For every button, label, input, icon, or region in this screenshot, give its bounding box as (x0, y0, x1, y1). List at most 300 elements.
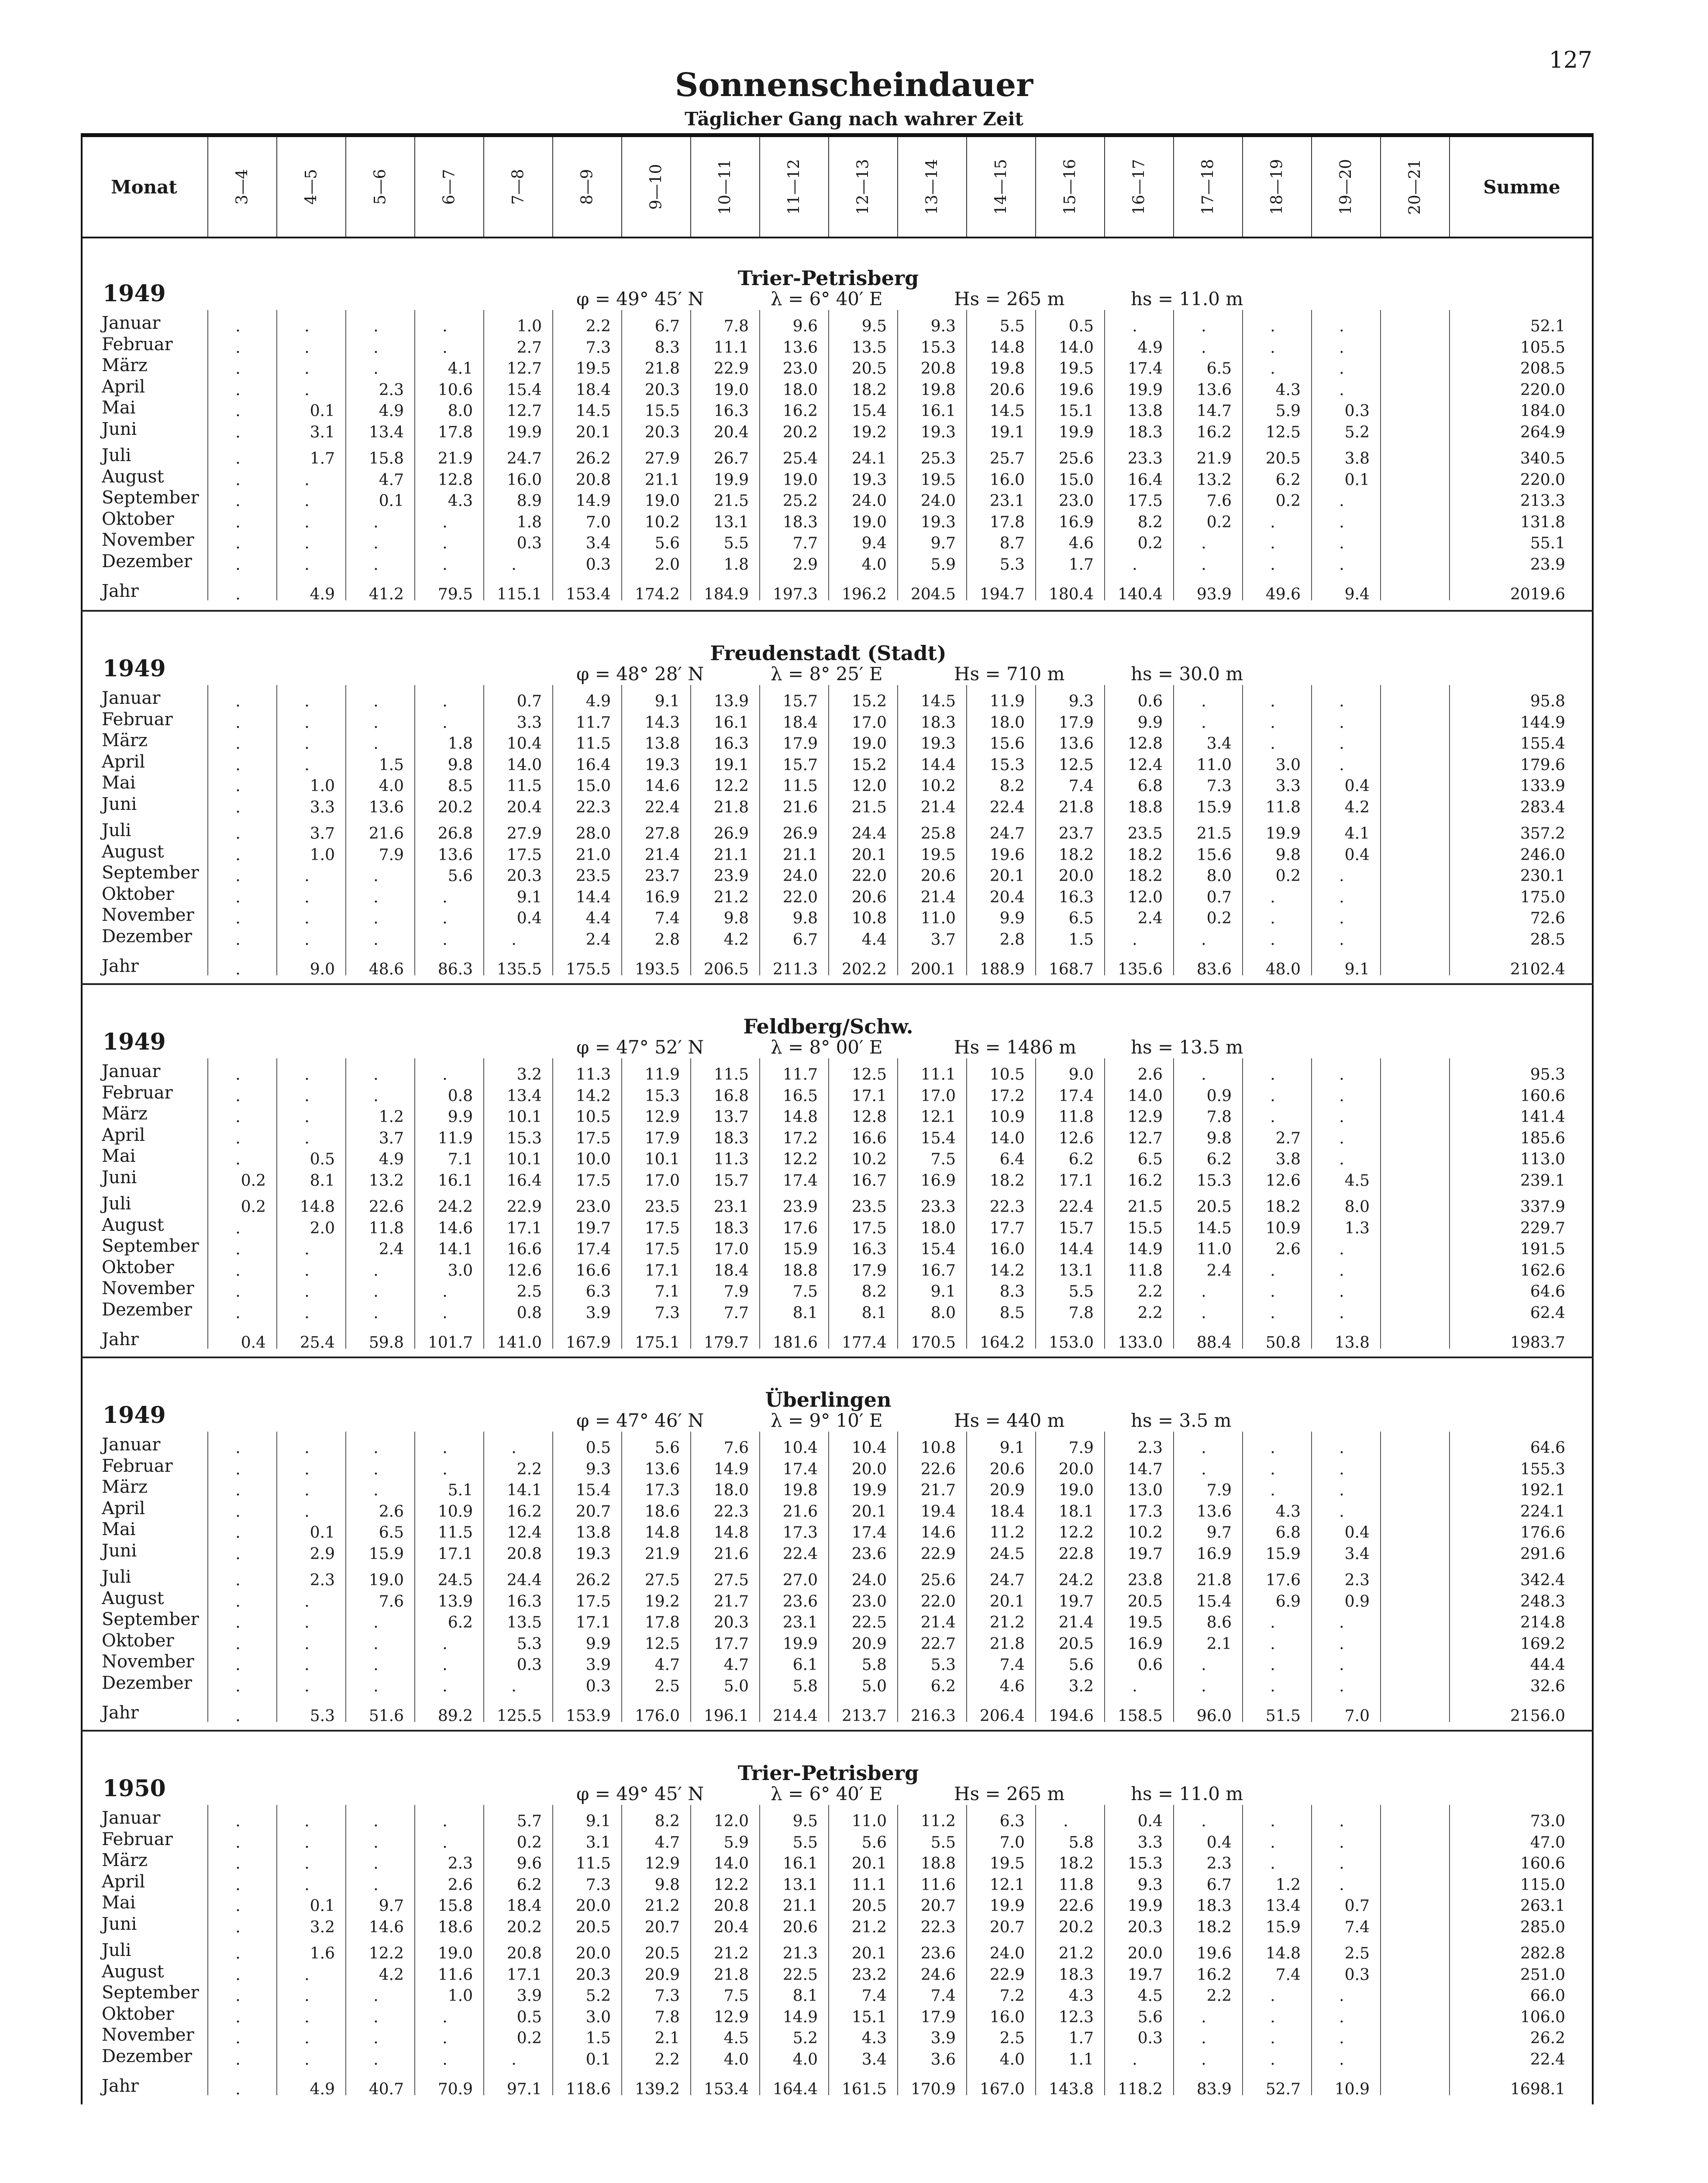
summe-cell: 160.6 (1520, 1855, 1565, 1873)
column-rule (414, 1432, 415, 1722)
block-year: 1949 (103, 280, 166, 307)
month-label: August (102, 1961, 164, 1982)
table-cell: 8.2 (861, 1283, 887, 1301)
table-cell: 16.3 (713, 402, 749, 420)
coord-latitude: φ = 49° 45′ N (576, 288, 704, 310)
table-cell: 14.7 (1196, 402, 1232, 420)
summe-cell: 263.1 (1520, 1897, 1565, 1915)
column-rule (345, 1805, 346, 2095)
table-cell: 9.8 (448, 756, 473, 774)
table-cell: 18.3 (920, 713, 956, 732)
table-cell: 20.5 (1058, 1635, 1094, 1653)
table-cell: 18.3 (782, 513, 818, 531)
table-cell: 11.9 (989, 692, 1025, 710)
table-cell: . (304, 1614, 310, 1632)
table-cell: 19.7 (1127, 1966, 1163, 1984)
table-cell: 7.9 (1068, 1439, 1094, 1457)
table-cell: . (1270, 1304, 1275, 1322)
table-cell: 18.4 (575, 381, 611, 399)
column-rule (1035, 685, 1036, 975)
table-cell: 7.4 (930, 1987, 956, 2005)
summe-cell: 95.3 (1530, 1066, 1565, 1084)
table-cell: 20.5 (851, 1897, 887, 1915)
table-cell: 17.1 (1058, 1171, 1094, 1190)
summe-cell: 28.5 (1530, 930, 1565, 949)
table-cell: 10.2 (1127, 1524, 1163, 1542)
table-cell: . (442, 1677, 448, 1695)
table-cell: 3.9 (930, 2029, 956, 2047)
table-cell: 10.8 (920, 1439, 956, 1457)
table-cell: 10.2 (920, 777, 956, 795)
table-cell: 16.9 (1127, 1635, 1163, 1653)
table-cell: 22.3 (575, 798, 611, 816)
table-cell: . (304, 360, 310, 378)
column-rule (1449, 1432, 1450, 1722)
table-cell: 12.4 (506, 1524, 542, 1542)
summe-cell: 26.2 (1530, 2029, 1565, 2047)
table-cell: 23.8 (1127, 1571, 1163, 1589)
table-cell: 9.7 (1206, 1524, 1232, 1542)
table-cell: 21.2 (989, 1614, 1025, 1632)
table-cell: 22.6 (920, 1460, 956, 1478)
table-cell: 24.5 (437, 1571, 473, 1589)
table-cell: 15.4 (851, 402, 887, 420)
table-cell: 1.5 (585, 2029, 611, 2047)
summe-cell: 160.6 (1520, 1087, 1565, 1105)
table-cell: 4.1 (1344, 825, 1370, 843)
table-cell: 0.2 (1275, 867, 1301, 885)
table-cell: 8.1 (792, 1304, 818, 1322)
table-cell: 12.8 (437, 471, 473, 489)
summe-cell: 179.6 (1520, 756, 1565, 774)
column-rule (276, 1432, 277, 1722)
table-cell: . (373, 1677, 379, 1695)
table-cell: 17.1 (575, 1614, 611, 1632)
table-cell: . (1201, 2050, 1206, 2069)
table-cell: 2.2 (1206, 1987, 1232, 2005)
table-cell: 6.4 (999, 1150, 1025, 1168)
table-cell: 11.3 (575, 1066, 611, 1084)
table-cell: 51.5 (1265, 1707, 1301, 1725)
table-cell: . (235, 2080, 241, 2098)
table-cell: 22.5 (782, 1966, 818, 1984)
table-cell: 10.4 (851, 1439, 887, 1457)
table-cell: . (1270, 1460, 1275, 1478)
coord-sensor-height: hs = 11.0 m (1131, 1783, 1243, 1804)
table-cell: 14.1 (437, 1240, 473, 1258)
table-cell: 20.7 (920, 1897, 956, 1915)
table-cell: . (373, 909, 379, 927)
table-cell: 8.5 (448, 777, 473, 795)
table-cell: 15.2 (851, 756, 887, 774)
table-cell: 0.3 (585, 1677, 611, 1695)
table-cell: . (304, 1129, 310, 1147)
column-rule (552, 1805, 553, 2095)
table-cell: 196.2 (841, 585, 887, 603)
table-cell: 23.1 (782, 1614, 818, 1632)
table-cell: . (373, 867, 379, 885)
table-cell: . (1339, 1812, 1344, 1830)
table-cell: 12.2 (1058, 1524, 1094, 1542)
table-cell: 12.1 (920, 1108, 956, 1126)
month-label: Juli (102, 1940, 131, 1960)
table-cell: 3.9 (585, 1304, 611, 1322)
table-cell: 8.0 (1344, 1198, 1370, 1216)
table-cell: 23.0 (575, 1198, 611, 1216)
column-rule (828, 1432, 829, 1722)
table-cell: 12.5 (851, 1066, 887, 1084)
table-cell: . (235, 1439, 241, 1457)
table-cell: . (235, 1945, 241, 1963)
table-cell: 21.9 (1196, 450, 1232, 468)
table-cell: 4.7 (379, 471, 404, 489)
table-cell: 135.5 (496, 961, 542, 978)
table-cell: 17.3 (644, 1481, 680, 1499)
table-cell: 15.7 (782, 692, 818, 710)
table-cell: 24.0 (851, 492, 887, 510)
table-cell: 9.4 (861, 534, 887, 552)
table-cell: 16.2 (506, 1502, 542, 1521)
table-cell: 51.6 (368, 1707, 404, 1725)
column-rule (690, 685, 691, 975)
station-block (81, 1357, 1594, 1732)
table-cell: 12.6 (1058, 1129, 1094, 1147)
table-cell: . (1270, 1481, 1275, 1499)
table-cell: 6.8 (1137, 777, 1163, 795)
table-cell: . (373, 2008, 379, 2026)
table-cell: 3.2 (310, 1918, 335, 1936)
table-cell: 3.4 (585, 534, 611, 552)
table-cell: 20.5 (851, 360, 887, 378)
column-rule (621, 685, 622, 975)
table-cell: 24.6 (920, 1966, 956, 1984)
table-cell: 15.3 (1196, 1171, 1232, 1190)
page-title: Sonnenscheindauer (675, 66, 1033, 104)
summe-cell: 131.8 (1520, 513, 1565, 531)
table-cell: 0.3 (517, 534, 542, 552)
table-cell: 6.1 (792, 1656, 818, 1674)
column-rule (621, 310, 622, 600)
table-cell: . (304, 1240, 310, 1258)
summe-cell: 191.5 (1520, 1240, 1565, 1258)
table-cell: . (304, 1966, 310, 1984)
table-cell: . (235, 534, 241, 552)
month-label: Dezember (102, 1299, 192, 1320)
table-cell: . (373, 713, 379, 732)
table-cell: 5.0 (723, 1677, 749, 1695)
page-number: 127 (1549, 47, 1592, 73)
table-cell: 14.5 (920, 692, 956, 710)
table-cell: . (373, 692, 379, 710)
coord-station-height: Hs = 710 m (954, 663, 1065, 685)
header-summe: Summe (1449, 137, 1594, 237)
summe-cell: 144.9 (1520, 713, 1565, 732)
station-name: Freudenstadt (Stadt) (710, 641, 947, 665)
table-cell: 21.1 (782, 846, 818, 864)
table-cell: . (511, 555, 517, 574)
table-cell: . (1270, 1108, 1275, 1126)
table-cell: 16.3 (1058, 888, 1094, 906)
month-label: Mai (102, 773, 136, 793)
column-rule (966, 685, 967, 975)
table-cell: 16.4 (506, 1171, 542, 1190)
table-cell: . (1339, 735, 1344, 753)
table-cell: 23.3 (920, 1198, 956, 1216)
table-cell: 9.1 (999, 1439, 1025, 1457)
table-cell: . (304, 1066, 310, 1084)
table-cell: . (373, 1261, 379, 1280)
table-cell: . (373, 1635, 379, 1653)
month-label: Oktober (102, 509, 174, 529)
table-cell: . (1339, 1283, 1344, 1301)
table-cell: 2.5 (517, 1283, 542, 1301)
coord-sensor-height: hs = 3.5 m (1131, 1410, 1232, 1431)
table-cell: 19.9 (1058, 423, 1094, 441)
table-cell: 11.6 (437, 1966, 473, 1984)
table-cell: 164.4 (772, 2080, 818, 2098)
table-cell: 7.1 (654, 1283, 680, 1301)
table-cell: 25.3 (920, 450, 956, 468)
table-cell: 21.2 (851, 1918, 887, 1936)
table-cell: . (1339, 360, 1344, 378)
table-cell: 22.4 (644, 798, 680, 816)
table-cell: 7.5 (723, 1987, 749, 2005)
column-rule (759, 1805, 760, 2095)
table-cell: 213.7 (841, 1707, 887, 1725)
table-cell: 18.2 (1058, 1855, 1094, 1873)
table-cell: . (1339, 1876, 1344, 1894)
table-cell: 15.6 (1196, 846, 1232, 864)
table-cell: 179.7 (703, 1334, 749, 1352)
table-cell: . (1270, 1439, 1275, 1457)
table-cell: 3.4 (1344, 1545, 1370, 1563)
table-cell: 7.9 (723, 1283, 749, 1301)
table-cell: . (304, 1635, 310, 1653)
table-cell: 17.7 (989, 1219, 1025, 1237)
table-cell: 175.5 (565, 961, 611, 978)
table-cell: 9.7 (379, 1897, 404, 1915)
table-cell: . (235, 423, 241, 441)
table-cell: 59.8 (368, 1334, 404, 1352)
table-cell: 5.7 (517, 1812, 542, 1830)
table-cell: . (1270, 1087, 1275, 1105)
column-rule (276, 1058, 277, 1349)
table-cell: 17.0 (644, 1171, 680, 1190)
column-rule (966, 1432, 967, 1722)
sunshine-table (81, 133, 1594, 2104)
column-rule (483, 310, 484, 600)
table-cell: 1.0 (310, 777, 335, 795)
table-cell: 17.3 (782, 1524, 818, 1542)
table-cell: 21.9 (644, 1545, 680, 1563)
table-cell: 19.0 (437, 1945, 473, 1963)
table-cell: 5.5 (930, 1833, 956, 1852)
table-cell: 16.2 (1127, 1171, 1163, 1190)
table-cell: . (304, 471, 310, 489)
table-cell: 153.4 (565, 585, 611, 603)
table-cell: 0.1 (310, 1897, 335, 1915)
summe-cell: 248.3 (1520, 1592, 1565, 1611)
summe-cell: 1698.1 (1510, 2080, 1565, 2098)
table-cell: 83.9 (1196, 2080, 1232, 2098)
summe-cell: 251.0 (1520, 1966, 1565, 1984)
table-cell: 19.2 (851, 423, 887, 441)
table-cell: 12.8 (851, 1108, 887, 1126)
summe-cell: 214.8 (1520, 1614, 1565, 1632)
column-rule (1380, 1805, 1381, 2095)
table-cell: 16.8 (713, 1087, 749, 1105)
summe-cell: 133.9 (1520, 777, 1565, 795)
table-cell: 4.7 (723, 1656, 749, 1674)
month-label: Juni (102, 1540, 137, 1561)
month-label: Juni (102, 1914, 137, 1934)
table-cell: 10.9 (1334, 2080, 1370, 2098)
table-cell: 10.0 (575, 1150, 611, 1168)
table-cell: . (1201, 1460, 1206, 1478)
coord-station-height: Hs = 265 m (954, 288, 1065, 310)
table-cell: 18.0 (782, 381, 818, 399)
summe-cell: 73.0 (1530, 1812, 1565, 1830)
table-cell: 17.0 (713, 1240, 749, 1258)
table-cell: 15.1 (851, 2008, 887, 2026)
table-cell: 15.9 (782, 1240, 818, 1258)
table-cell: 9.8 (1275, 846, 1301, 864)
table-cell: . (1339, 1240, 1344, 1258)
table-cell: . (1270, 1833, 1275, 1852)
table-cell: 20.8 (713, 1897, 749, 1915)
table-cell: 15.8 (368, 450, 404, 468)
table-cell: 18.3 (1196, 1897, 1232, 1915)
table-cell: 22.4 (989, 798, 1025, 816)
table-cell: 4.3 (1275, 381, 1301, 399)
table-cell: 15.6 (989, 735, 1025, 753)
table-cell: 6.2 (1068, 1150, 1094, 1168)
coord-latitude: φ = 48° 28′ N (576, 663, 704, 685)
table-cell: 21.4 (920, 888, 956, 906)
table-cell: . (235, 492, 241, 510)
table-cell: 14.4 (920, 756, 956, 774)
table-cell: 20.0 (575, 1897, 611, 1915)
table-cell: 19.7 (575, 1219, 611, 1237)
table-cell: . (1270, 2029, 1275, 2047)
summe-cell: 220.0 (1520, 381, 1565, 399)
summe-cell: 22.4 (1530, 2050, 1565, 2069)
table-cell: 14.8 (989, 338, 1025, 357)
table-cell: . (304, 2050, 310, 2069)
table-cell: 20.3 (506, 867, 542, 885)
table-cell: 14.0 (506, 756, 542, 774)
table-cell: 25.4 (300, 1334, 335, 1352)
table-cell: . (304, 1833, 310, 1852)
table-cell: 15.3 (920, 338, 956, 357)
column-rule (1449, 1058, 1450, 1349)
column-rule (552, 1058, 553, 1349)
table-cell: 15.0 (1058, 471, 1094, 489)
table-cell: 16.9 (1058, 513, 1094, 531)
table-cell: 11.5 (782, 777, 818, 795)
table-cell: 0.3 (517, 1656, 542, 1674)
month-label: Februar (102, 1456, 173, 1476)
table-cell: 12.5 (644, 1635, 680, 1653)
table-cell: 118.2 (1117, 2080, 1163, 2098)
table-cell: 5.3 (999, 555, 1025, 574)
table-cell: . (235, 338, 241, 357)
table-cell: 9.7 (930, 534, 956, 552)
table-cell: 9.4 (1344, 585, 1370, 603)
header-hour (966, 137, 1035, 237)
table-cell: 14.8 (782, 1108, 818, 1126)
table-cell: 41.2 (368, 585, 404, 603)
table-cell: 23.2 (851, 1966, 887, 1984)
column-rule (621, 1432, 622, 1722)
table-cell: 180.4 (1048, 585, 1094, 603)
table-cell: 3.0 (585, 2008, 611, 2026)
table-cell: . (235, 798, 241, 816)
header-hour (414, 137, 483, 237)
table-cell: 7.6 (1206, 492, 1232, 510)
table-cell: 16.3 (713, 735, 749, 753)
table-cell: . (235, 713, 241, 732)
header-hour-label: 7—8 (509, 169, 527, 205)
table-cell: 17.9 (920, 2008, 956, 2026)
table-cell: 20.9 (644, 1966, 680, 1984)
table-cell: . (1339, 555, 1344, 574)
header-hour (1242, 137, 1311, 237)
table-cell: . (235, 777, 241, 795)
table-cell: . (373, 338, 379, 357)
table-cell: 18.3 (1127, 423, 1163, 441)
month-label: November (102, 905, 194, 925)
table-cell: 9.1 (585, 1812, 611, 1830)
column-rule (345, 685, 346, 975)
column-rule (690, 1432, 691, 1722)
table-cell: 17.7 (713, 1635, 749, 1653)
table-cell: 14.1 (506, 1481, 542, 1499)
table-cell: 0.8 (448, 1087, 473, 1105)
table-cell: 20.6 (851, 888, 887, 906)
table-cell: 20.8 (506, 1945, 542, 1963)
month-label: Jahr (102, 956, 139, 976)
table-cell: 176.0 (634, 1707, 680, 1725)
table-cell: 7.4 (1344, 1918, 1370, 1936)
table-cell: . (235, 1304, 241, 1322)
table-cell: . (373, 1066, 379, 1084)
table-cell: 13.0 (1127, 1481, 1163, 1499)
summe-cell: 246.0 (1520, 846, 1565, 864)
table-cell: . (1201, 1656, 1206, 1674)
header-hour-label: 16—17 (1130, 159, 1148, 215)
table-cell: 0.1 (379, 492, 404, 510)
table-cell: 6.3 (585, 1283, 611, 1301)
table-cell: 97.1 (506, 2080, 542, 2098)
table-cell: 214.4 (772, 1707, 818, 1725)
table-cell: 13.1 (782, 1876, 818, 1894)
table-cell: 10.9 (989, 1108, 1025, 1126)
column-rule (1035, 1432, 1036, 1722)
table-cell: 18.3 (713, 1219, 749, 1237)
summe-cell: 52.1 (1530, 317, 1565, 335)
table-cell: 13.1 (1058, 1261, 1094, 1280)
table-cell: 25.6 (920, 1571, 956, 1589)
column-rule (1242, 1058, 1243, 1349)
table-cell: 2.7 (1275, 1129, 1301, 1147)
table-cell: . (1270, 1677, 1275, 1695)
table-cell: 25.2 (782, 492, 818, 510)
table-cell: . (235, 1897, 241, 1915)
table-cell: 2.4 (379, 1240, 404, 1258)
table-cell: 19.5 (1058, 360, 1094, 378)
column-rule (483, 1058, 484, 1349)
